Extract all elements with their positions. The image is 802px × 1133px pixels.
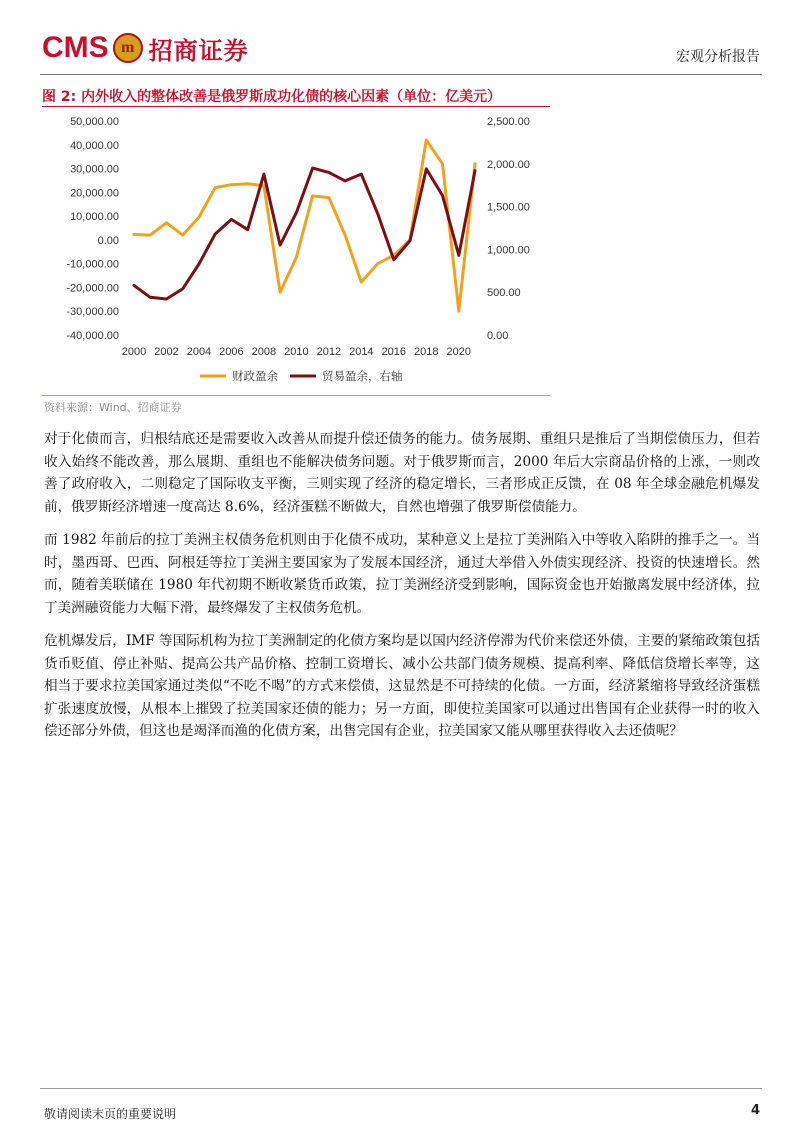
source-divider bbox=[42, 395, 550, 396]
x-tick-label: 2004 bbox=[186, 346, 212, 358]
y-left-tick-label: -10,000.00 bbox=[66, 258, 119, 271]
paragraph-1: 对于化债而言，归根结底还是需要收入改善从而提升偿还债务的能力。债务展期、重组只是推后了当期偿债压力，但若收入始终不能改善，那么展期、重组也不能解决债务问题。对于俄罗斯而言，2000 年后大宗商品价格的上涨，一则改善了政府收入，二则稳定了国际收支平衡，三则实现了经济的稳定增长，三者形成正反馈，在 08 年全球金融危机爆发前，俄罗斯经济增速一度高达 8.6%，经济蛋糕不断做大，自然也增强了俄罗斯偿债能力。 bbox=[44, 431, 760, 515]
x-tick-label: 2020 bbox=[446, 346, 472, 358]
footer-divider bbox=[40, 1088, 762, 1089]
figure-title-divider bbox=[42, 106, 550, 107]
y-left-tick-label: 50,000.00 bbox=[70, 116, 119, 128]
y-right-tick-label: 500.00 bbox=[487, 287, 521, 300]
x-tick-label: 2010 bbox=[284, 346, 309, 358]
x-tick-label: 2002 bbox=[154, 346, 179, 358]
legend-label-fiscal-surplus: 财政盈余 bbox=[232, 369, 278, 383]
y-right-tick-label: 1,500.00 bbox=[487, 201, 530, 214]
body-text bbox=[44, 428, 760, 754]
figure-source: 资料来源：Wind、招商证券 bbox=[44, 401, 182, 414]
x-tick-label: 2012 bbox=[316, 346, 342, 358]
logo-badge-icon: m bbox=[113, 33, 143, 63]
figure-title: 图 2: 内外收入的整体改善是俄罗斯成功化债的核心因素（单位：亿美元） bbox=[42, 89, 502, 105]
paragraph-2: 而 1982 年前后的拉丁美洲主权债务危机则由于化债不成功，某种意义上是拉丁美洲陷入中等收入陷阱的推手之一。当时，墨西哥、巴西、阿根廷等拉丁美洲主要国家为了发展本国经济，通过大举借入外债实现经济、投资的快速增长。然而，随着美联储在 1980 年代初期不断收紧货币政策，拉丁美洲经济受到影响，国际资金也开始撤离发展中经济体，拉丁美洲融资能力大幅下滑，最终爆发了主权债务危机。 bbox=[44, 532, 760, 616]
logo-chinese-name: 招商证券 bbox=[148, 35, 249, 65]
logo-cms-text: CMS bbox=[42, 31, 109, 64]
y-left-tick-label: -40,000.00 bbox=[66, 330, 119, 342]
y-right-tick-label: 2,500.00 bbox=[487, 116, 530, 128]
legend-label-trade-surplus: 贸易盈余，右轴 bbox=[322, 369, 403, 383]
y-left-tick-label: 30,000.00 bbox=[70, 163, 119, 176]
page-number: 4 bbox=[750, 1103, 760, 1118]
page-header bbox=[40, 28, 762, 74]
x-tick-label: 2014 bbox=[349, 346, 374, 358]
footer-disclaimer: 敬请阅读末页的重要说明 bbox=[44, 1107, 177, 1121]
report-type: 宏观分析报告 bbox=[676, 49, 760, 65]
header-divider bbox=[40, 74, 762, 75]
y-left-tick-label: -30,000.00 bbox=[66, 306, 119, 319]
y-left-tick-label: 40,000.00 bbox=[70, 139, 119, 152]
y-right-tick-label: 2,000.00 bbox=[487, 158, 530, 171]
x-tick-label: 2008 bbox=[251, 346, 277, 358]
y-right-tick-label: 1,000.00 bbox=[487, 244, 530, 257]
x-tick-label: 2000 bbox=[121, 346, 147, 358]
paragraph-3: 危机爆发后，IMF 等国际机构为拉丁美洲制定的化债方案均是以国内经济停滞为代价来偿还外债，主要的紧缩政策包括货币贬值、停止补贴、提高公共产品价格、控制工资增长、减小公共部门债务规模、提高利率、降低信贷增长率等，这相当于要求拉美国家通过类似“不吃不喝”的方式来偿债，这显然是不可持续的化债。一方面，经济紧缩将导致经济蛋糕扩张速度放慢，从根本上摧毁了拉美国家还债的能力；另一方面，即使拉美国家可以通过出售国有企业获得一时的收入偿还部分外债，但这也是竭泽而渔的化债方案，出售完国有企业，拉美国家又能从哪里获得收入去还债呢？ bbox=[44, 633, 760, 739]
line-chart bbox=[42, 108, 550, 394]
x-tick-label: 2016 bbox=[381, 346, 407, 358]
x-tick-label: 2006 bbox=[219, 346, 244, 358]
y-left-tick-label: 20,000.00 bbox=[70, 187, 119, 200]
x-tick-label: 2018 bbox=[414, 346, 439, 358]
y-right-tick-label: 0.00 bbox=[487, 330, 509, 342]
y-left-tick-label: 10,000.00 bbox=[70, 211, 119, 224]
y-left-tick-label: -20,000.00 bbox=[66, 282, 119, 295]
y-left-tick-label: 0.00 bbox=[97, 234, 119, 247]
cms-logo bbox=[42, 30, 249, 66]
